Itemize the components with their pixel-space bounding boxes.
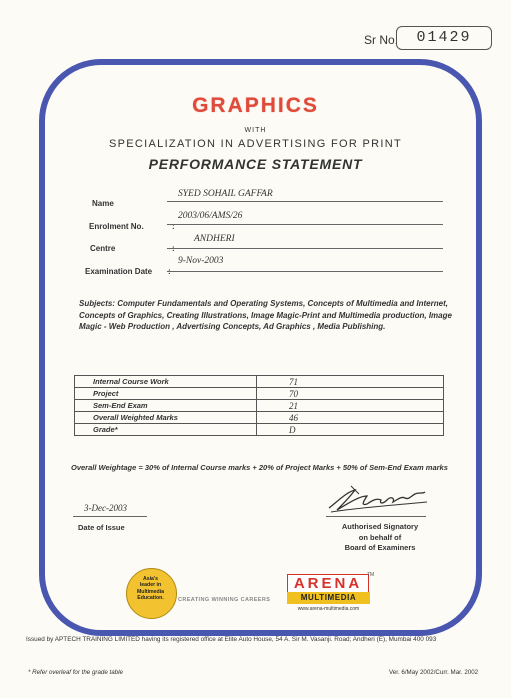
name-line [167, 201, 443, 202]
centre-colon: : [172, 244, 175, 253]
badge-line-4: Education. [137, 594, 164, 601]
with-text: WITH [244, 127, 267, 134]
refer-overleaf-note: * Refer overleaf for the grade table [28, 669, 123, 676]
trademark-mark: TM [367, 572, 375, 578]
subjects-label: Subjects: [79, 299, 116, 308]
table-row [75, 376, 444, 388]
performance-statement-heading: PERFORMANCE STATEMENT [148, 156, 363, 172]
serial-number: 01429 [396, 26, 492, 50]
marks-value: 70 [257, 388, 444, 400]
badge-line-1: Asia's [142, 576, 159, 582]
centre-value: ANDHERI [194, 234, 235, 244]
issue-date-line [73, 516, 147, 517]
signature-line [326, 516, 426, 517]
table-row [75, 424, 444, 436]
marks-value: 21 [257, 400, 444, 412]
issue-date: 3-Dec-2003 [84, 503, 127, 513]
marks-label: Grade* [75, 424, 257, 436]
name-label: Name [92, 199, 114, 208]
issue-date-label: Date of Issue [78, 523, 125, 532]
signatory-line-3: Board of Examiners [344, 543, 416, 552]
exam-date-colon: : [168, 267, 171, 276]
serial-label: Sr No. [364, 33, 399, 47]
arena-logo: ARENA [287, 574, 369, 594]
marks-value: 71 [257, 376, 444, 388]
table-row [75, 400, 444, 412]
marks-value: 46 [257, 412, 444, 424]
enrolment-label: Enrolment No. [89, 222, 144, 231]
issued-by-text: Issued by APTECH TRAINING LIMITED having its registered office at Elite Auto House, 54 A. Sir M. Vasanji. Road; Andheri (E), Mumbai 400 093 [26, 636, 437, 643]
exam-date-line [167, 271, 443, 272]
signatory-line-1: Authorised Signatory [341, 522, 419, 531]
badge-text [126, 576, 175, 601]
marks-table [74, 375, 444, 436]
signatory-line-2: on behalf of [358, 532, 402, 542]
authorised-signatory [322, 522, 438, 554]
exam-date-label: Examination Date [85, 267, 153, 276]
centre-label: Centre [90, 244, 116, 253]
badge-line-2: leader in [139, 582, 162, 589]
marks-label: Overall Weighted Marks [75, 412, 257, 424]
table-row [75, 388, 444, 400]
subjects-paragraph [79, 298, 471, 333]
name-value: SYED SOHAIL GAFFAR [178, 189, 273, 199]
marks-label: Project [75, 388, 257, 400]
marks-label: Internal Course Work [75, 376, 257, 388]
subjects-text: Computer Fundamentals and Operating Systems, Concepts of Multimedia and Internet, Concepts of Graphics, Creating Illustrations, Image Magic-Print and Multimedia production, Image Magic - Web Production , Advertising Concepts, Ad Graphics , Media Publishing. [79, 299, 452, 331]
badge-line-3: Multimedia [136, 588, 165, 595]
centre-line [167, 248, 443, 249]
enrolment-line [167, 224, 443, 225]
enrolment-colon: : [172, 222, 175, 231]
specialization-text: SPECIALIZATION IN ADVERTISING FOR PRINT [109, 138, 402, 150]
exam-date-value: 9-Nov-2003 [178, 256, 224, 266]
marks-value: D [257, 424, 444, 436]
multimedia-logo-bar: MULTIMEDIA [287, 592, 370, 604]
weightage-note: Overall Weightage = 30% of Internal Course marks + 20% of Project Marks + 50% of Sem-End Exam marks [71, 463, 448, 472]
marks-label: Sem-End Exam [75, 400, 257, 412]
signature-image [325, 482, 435, 516]
enrolment-value: 2003/06/AMS/26 [178, 211, 243, 221]
certificate-title: GRAPHICS [192, 94, 319, 117]
tagline: CREATING WINNING CAREERS [178, 597, 271, 603]
version-text: Ver. 6/May 2002/Curr. Mar. 2002 [389, 669, 479, 676]
table-row [75, 412, 444, 424]
website-url: www.arena-multimedia.com [297, 606, 360, 612]
